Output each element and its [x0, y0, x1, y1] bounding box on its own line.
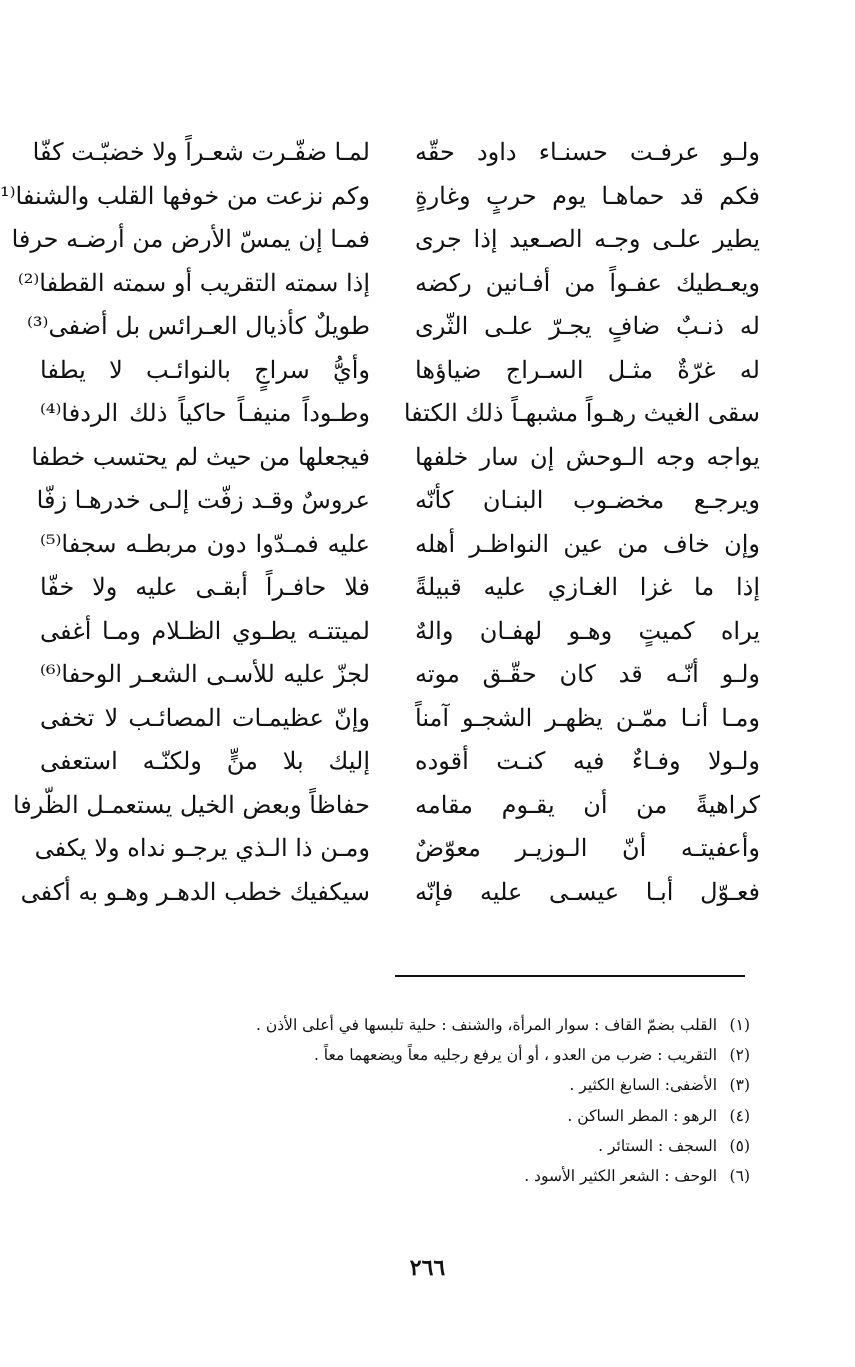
- verse-first-hemistich: ويعـطيك عفـواً من أفـانين ركضه: [415, 268, 760, 297]
- verse-first-hemistich: كراهيةً من أن يقـوم مقامه: [415, 790, 760, 819]
- footnote-number: (١): [729, 1016, 750, 1034]
- poem-body: [0, 132, 760, 942]
- verse-first-hemistich: يواجه وجه الـوحش إن سار خلفها: [415, 442, 760, 471]
- footnote-separator: [395, 975, 745, 977]
- verse-first-hemistich: ولـو عرفـت حسنـاء داود حقّه: [415, 138, 760, 166]
- footnote: [110, 1040, 750, 1070]
- verse-first-hemistich: وإن خاف من عين النواظـر أهله: [415, 529, 760, 558]
- verse-first-hemistich: وأعفيتـه أنّ الـوزيـر معوّضٌ: [415, 834, 760, 862]
- verse-first-hemistich: ولـولا وفـاءٌ فيه كنـت أقوده: [415, 747, 760, 775]
- verse-second-hemistich: إليك بلا منٍّ ولكنّـه استعفى: [40, 747, 370, 775]
- verse-second-hemistich: لجزّ عليه للأسـى الشعـر الوحفا⁽⁶⁾: [40, 660, 370, 688]
- verse-second-hemistich: وإنّ عظيمـات المصائـب لا تخفى: [40, 703, 370, 732]
- verse-first-hemistich: له غرّةٌ مثـل السـراج ضياؤها: [415, 355, 760, 384]
- verse-first-hemistich: فكم قد حماهـا يوم حربٍ وغارةٍ: [415, 181, 760, 210]
- verse-second-hemistich: لمـا ضفّـرت شعـراً ولا خضبّـت كفّا: [32, 138, 370, 166]
- verse-first-hemistich: سقى الغيث رهـواً مشبهـاً ذلك الكتفا: [403, 399, 760, 427]
- verse-second-hemistich: فلا حافـراً أبقـى عليه ولا خفّا: [40, 573, 370, 601]
- footnote-number: (٤): [729, 1106, 750, 1125]
- verse-second-hemistich: حفاظاً وبعض الخيل يستعمـل الظّرفا: [12, 790, 370, 819]
- footnote-text: التقريب : ضرب من العدو ، أو أن يرفع رجليه معاً ويضعهما معاً .: [313, 1046, 718, 1065]
- footnote-number: (٦): [729, 1167, 750, 1186]
- verse-second-hemistich: عروسٌ وقـد زفّت إلـى خدرهـا زفّا: [36, 486, 370, 514]
- footnote-number: (٢): [729, 1046, 750, 1065]
- verse-second-hemistich: ومـن ذا الـذي يرجـو نداه ولا يكفى: [34, 834, 370, 862]
- verse-second-hemistich: وأيُّ سراجٍ بالنوائـب لا يطفا: [40, 355, 370, 384]
- verse-second-hemistich: سيكفيك خطب الدهـر وهـو به أكفى: [20, 877, 370, 906]
- footnote-text: الوحف : الشعر الكثير الأسود .: [524, 1167, 718, 1186]
- verse-second-hemistich: فمـا إن يمسّ الأرض من أرضـه حرفا: [11, 225, 370, 253]
- footnote: [110, 1101, 750, 1131]
- footnote-text: الأضفى: السابغ الكثير .: [569, 1076, 718, 1095]
- verse-first-hemistich: ومـا أنـا ممّـن يظهـر الشجـو آمناً: [415, 703, 760, 732]
- footnote: [110, 1010, 750, 1040]
- verse-second-hemistich: عليه فمـدّوا دون مربطـه سجفا⁽⁵⁾: [40, 529, 370, 558]
- verse-first-hemistich: يراه كميتٍ وهـو لهفـان والهٌ: [415, 616, 760, 645]
- footnotes: [110, 1010, 750, 1191]
- verse-second-hemistich: وطـوداً منيفـاً حاكياً ذلك الردفا⁽⁴⁾: [40, 399, 370, 427]
- verse-first-hemistich: إذا ما غزا الغـازي عليه قبيلةً: [415, 573, 760, 601]
- verse-second-hemistich: طويلٌ كأذيال العـرائس بل أضفى⁽³⁾: [27, 312, 370, 340]
- footnote-number: (٣): [729, 1076, 750, 1095]
- verse-second-hemistich: وكم نزعت من خوفها القلب والشنفا⁽¹: [0, 181, 370, 210]
- footnote: [110, 1070, 750, 1100]
- verse-second-hemistich: لميتتـه يطـوي الظـلام ومـا أغفى: [40, 616, 370, 645]
- verse-second-hemistich: فيجعلها من حيث لم يحتسب خطفا: [31, 442, 370, 471]
- verse-first-hemistich: ويرجـع مخضـوب البنـان كأنّه: [415, 486, 760, 514]
- verse-first-hemistich: له ذنـبٌ ضافٍ يجـرّ علـى الثّرى: [415, 312, 760, 340]
- verse-second-hemistich: إذا سمته التقريب أو سمته القطفا⁽²⁾: [17, 268, 370, 297]
- footnote: [110, 1131, 750, 1161]
- footnote-text: الرهو : المطر الساكن .: [567, 1106, 718, 1125]
- footnote: [110, 1161, 750, 1191]
- verse-first-hemistich: فعـوّل أبـا عيسـى عليه فإنّه: [415, 877, 760, 906]
- verse-first-hemistich: ولـو أنّـه قد كان حقّـق موته: [415, 660, 760, 688]
- footnote-text: القلب بضمّ القاف : سوار المرأة، والشنف : حلية تلبسها في أعلى الأذن .: [255, 1016, 718, 1034]
- verse-first-hemistich: يطير علـى وجـه الصـعيد إذا جرى: [415, 225, 760, 253]
- footnote-number: (٥): [729, 1136, 750, 1155]
- footnote-text: السجف : الستائر .: [598, 1136, 718, 1155]
- page-number: ٢٦٦: [409, 1255, 446, 1281]
